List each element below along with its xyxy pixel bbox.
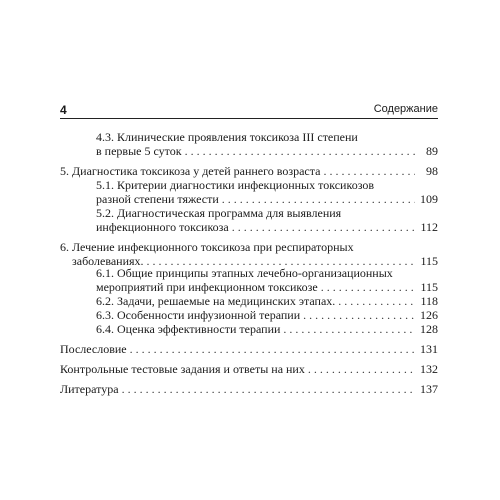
toc-page: 137 [420,382,438,396]
running-title: Содержание [373,103,438,115]
leader-dots [122,382,415,396]
toc-entry-5-2-line2 [96,220,438,234]
header-rule [60,118,438,119]
toc-entry-6-1-line2 [96,280,438,294]
toc-page: 112 [420,220,438,234]
toc-entry-text: инфекционного токсикоза [96,220,229,234]
toc-page: 115 [420,254,438,268]
toc-entry-afterword [60,342,438,356]
toc-entry-4-3-line2 [96,144,438,158]
toc-page: 118 [420,294,438,308]
toc-entry-literature [60,382,438,396]
leader-dots [323,164,415,178]
toc-entry-5-1-line1: 5.1. Критерии диагностики инфекционных токсикозов [96,178,375,192]
toc-page: 89 [426,144,438,158]
toc-entry-text: разной степени тяжести [96,192,219,206]
toc-entry-text: 6.2. Задачи, решаемые на медицинских этапах. [96,294,336,308]
toc-page: 131 [420,342,438,356]
leader-dots [222,192,415,206]
leader-dots [338,294,415,308]
leader-dots [130,342,415,356]
toc-entry-6-3 [96,308,438,322]
leader-dots [283,322,415,336]
toc-entry-text: 5. Диагностика токсикоза у детей раннего возраста [60,164,321,178]
toc-page: 109 [420,192,438,206]
toc-entry-text: мероприятий при инфекционном токсикозе [96,280,318,294]
toc-entry-6-line1: 6. Лечение инфекционного токсикоза при респираторных [60,240,354,254]
toc-entry-6-4 [96,322,438,336]
toc-page: 128 [420,322,438,336]
leader-dots [308,362,415,376]
toc-entry-6-1-line1: 6.1. Общие принципы этапных лечебно-организационных [96,266,393,280]
leader-dots [232,220,415,234]
toc-entry-text: в первые 5 суток [96,144,182,158]
toc-entry-text: 6.3. Особенности инфузионной терапии [96,308,301,322]
toc-entry-text: Литература [60,382,119,396]
leader-dots [321,280,415,294]
toc-entry-5-2-line1: 5.2. Диагностическая программа для выявления [96,206,342,220]
leader-dots [185,144,415,158]
toc-entry-4-3-line1: 4.3. Клинические проявления токсикоза III степени [96,130,358,144]
toc-page: 132 [420,362,438,376]
toc-page: 98 [426,164,438,178]
leader-dots [303,308,415,322]
page-header [60,103,438,117]
toc-entry-text: 6.4. Оценка эффективности терапии [96,322,281,336]
toc-page: 115 [420,280,438,294]
toc-entry-text: Контрольные тестовые задания и ответы на них [60,362,305,376]
toc-entry-text: заболеваниях. [72,254,144,268]
toc-entry-5 [60,164,438,178]
toc-entry-text: Послесловие [60,342,127,356]
toc-entry-6-2 [96,294,438,308]
toc-entry-tests [60,362,438,376]
toc-page: 126 [420,308,438,322]
page-number: 4 [60,103,67,117]
toc-entry-5-1-line2 [96,192,438,206]
